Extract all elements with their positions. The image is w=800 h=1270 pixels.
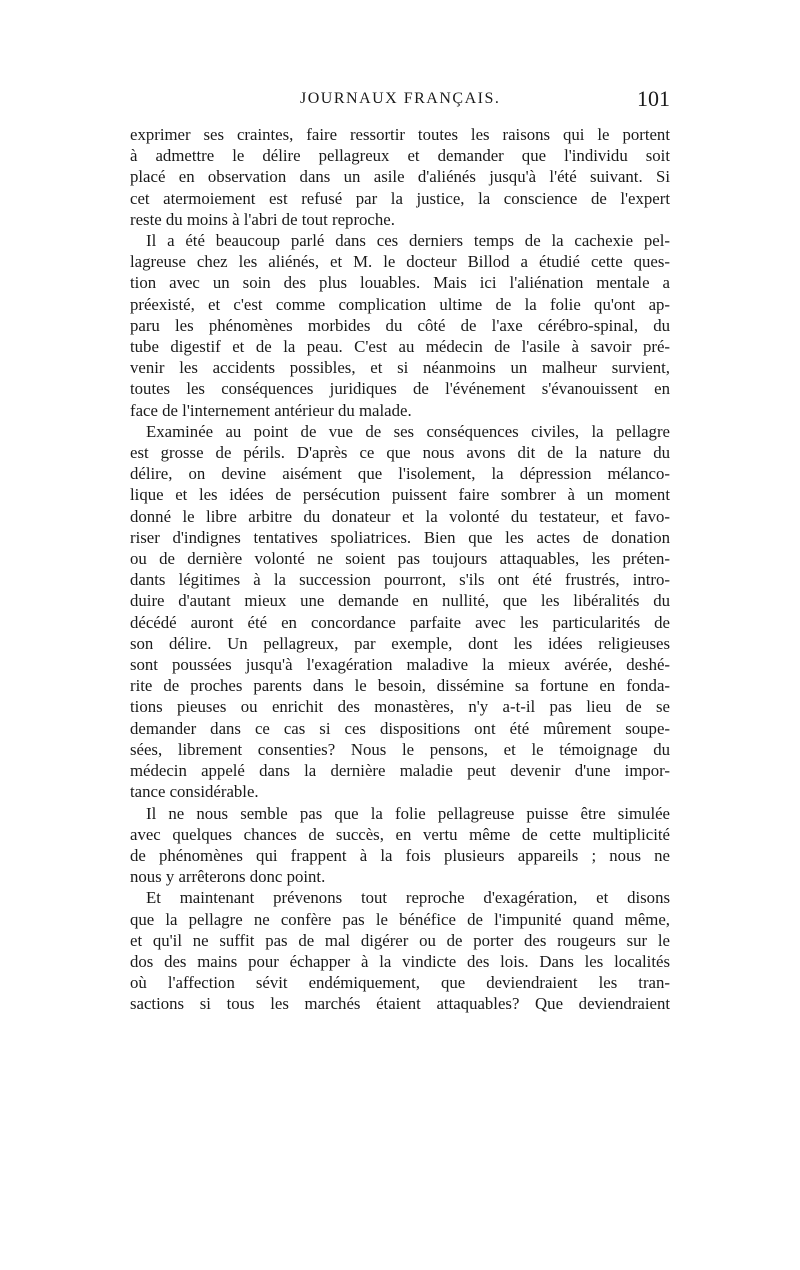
text-line: nous y arrêterons donc point.: [130, 867, 326, 887]
text-line: et qu'il ne suffit pas de mal digérer ou de porter des rougeurs sur le: [130, 930, 670, 950]
text-line: à admettre le délire pellagreux et demander que l'individu soit: [130, 146, 670, 166]
text-line: ou de dernière volonté ne soient pas toujours attaquables, les préten-: [130, 549, 670, 569]
text-line: dos des mains pour échapper à la vindicte des lois. Dans les localités: [130, 951, 670, 971]
text-line: sées, librement consenties? Nous le pensons, et le témoignage du: [130, 739, 670, 759]
text-line: Il a été beaucoup parlé dans ces derniers temps de la cachexie pel-: [146, 231, 670, 251]
text-line: tube digestif et de la peau. C'est au médecin de l'asile à savoir pré-: [130, 337, 670, 357]
running-title: JOURNAUX FRANÇAIS.: [300, 90, 501, 107]
text-line: reste du moins à l'abri de tout reproche.: [130, 209, 395, 229]
text-line: dants légitimes à la succession pourront, s'ils ont été frustrés, intro-: [130, 570, 670, 590]
book-page: [130, 86, 670, 1015]
text-line: délire, on devine aisément que l'isolement, la dépression mélanco-: [130, 464, 670, 484]
text-line: avec quelques chances de succès, en vertu même de cette multiplicité: [130, 824, 670, 844]
text-line: duire d'autant mieux une demande en nullité, que les libéralités du: [130, 591, 670, 611]
text-line: cet atermoiement est refusé par la justice, la conscience de l'expert: [130, 188, 670, 208]
text-line: son délire. Un pellagreux, par exemple, dont les idées religieuses: [130, 633, 670, 653]
text-line: sont poussées jusqu'à l'exagération maladive la mieux avérée, deshé-: [130, 655, 670, 675]
text-line: rite de proches parents dans le besoin, dissémine sa fortune en fonda-: [130, 676, 670, 696]
text-line: Examinée au point de vue de ses conséquences civiles, la pellagre: [146, 421, 670, 441]
text-line: médecin appelé dans la dernière maladie peut devenir d'une impor-: [130, 761, 670, 781]
text-line: de phénomènes qui frappent à la fois plusieurs appareils ; nous ne: [130, 845, 670, 865]
running-head: [130, 86, 670, 124]
text-line: donné le libre arbitre du donateur et la volonté du testateur, et favo-: [130, 506, 670, 526]
paragraph: [130, 421, 670, 803]
paragraph: [130, 124, 670, 230]
text-line: paru les phénomènes morbides du côté de l'axe cérébro-spinal, du: [130, 315, 670, 335]
text-line: face de l'internement antérieur du malade.: [130, 400, 412, 420]
text-line: placé en observation dans un asile d'aliénés jusqu'à l'été suivant. Si: [130, 167, 670, 187]
text-line: que la pellagre ne confère pas le bénéfice de l'impunité quand même,: [130, 909, 670, 929]
page-number: 101: [637, 86, 670, 111]
text-line: demander dans ce cas si ces dispositions ont été mûrement soupe-: [130, 718, 670, 738]
text-line: lique et les idées de persécution puissent faire sombrer à un moment: [130, 485, 670, 505]
text-line: décédé auront été en concordance parfaite avec les particularités de: [130, 612, 670, 632]
text-line: tion avec un soin des plus louables. Mais ici l'aliénation mentale a: [130, 273, 670, 293]
text-line: tance considérable.: [130, 782, 259, 802]
text-line: lagreuse chez les aliénés, et M. le docteur Billod a étudié cette ques-: [130, 252, 670, 272]
text-line: Et maintenant prévenons tout reproche d'exagération, et disons: [146, 888, 670, 908]
text-line: toutes les conséquences juridiques de l'événement s'évanouissent en: [130, 379, 670, 399]
text-line: est grosse de périls. D'après ce que nous avons dit de la nature du: [130, 443, 670, 463]
body-text: [130, 124, 670, 1015]
text-line: où l'affection sévit endémiquement, que deviendraient les tran-: [130, 973, 670, 993]
text-line: tions pieuses ou enrichit des monastères, n'y a-t-il pas lieu de se: [130, 697, 670, 717]
paragraph: [130, 887, 670, 1014]
text-line: sactions si tous les marchés étaient attaquables? Que deviendraient: [130, 994, 670, 1014]
text-line: exprimer ses craintes, faire ressortir toutes les raisons qui le portent: [130, 125, 670, 144]
paragraph: [130, 230, 670, 421]
text-line: préexisté, et c'est comme complication ultime de la folie qu'ont ap-: [130, 294, 670, 314]
text-line: venir les accidents possibles, et si néanmoins un malheur survient,: [130, 358, 670, 378]
text-line: Il ne nous semble pas que la folie pellagreuse puisse être simulée: [146, 803, 670, 823]
paragraph: [130, 803, 670, 888]
text-line: riser d'indignes tentatives spoliatrices. Bien que les actes de donation: [130, 527, 670, 547]
